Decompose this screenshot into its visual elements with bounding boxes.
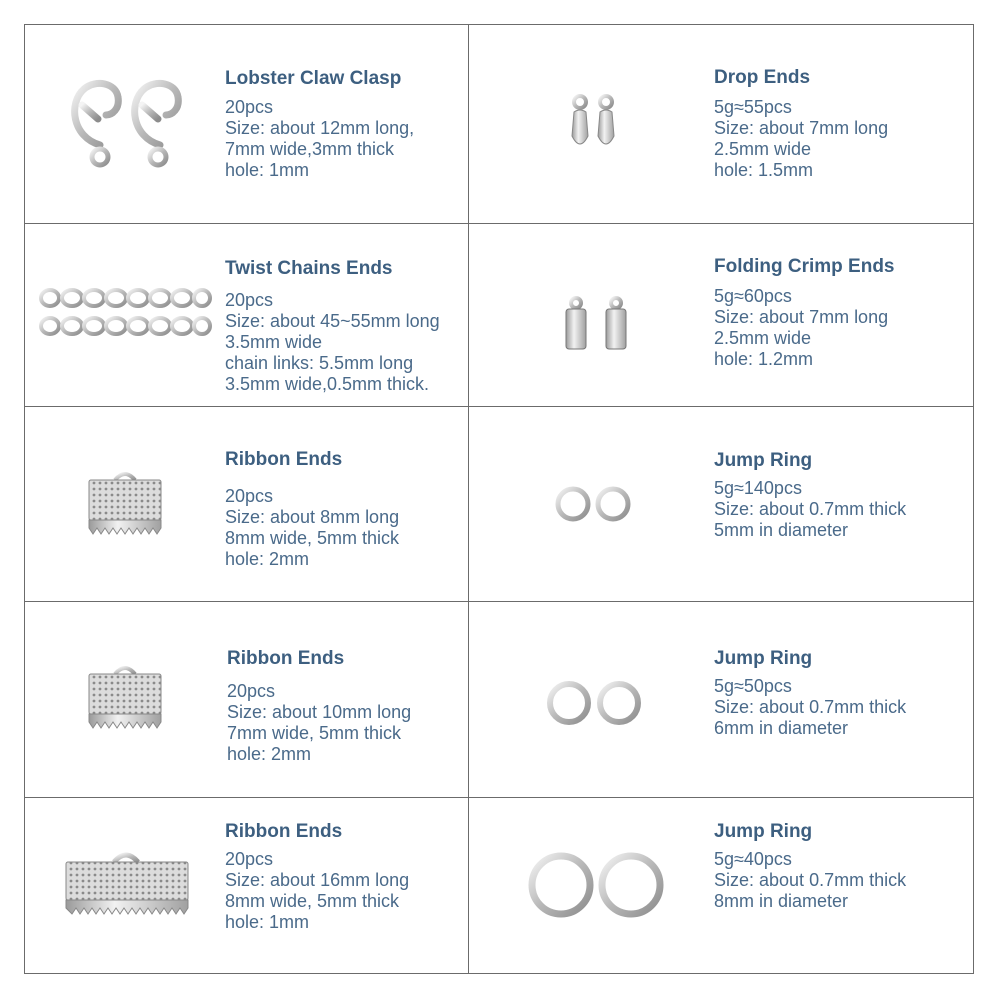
detail-line: 8mm wide, 5mm thick	[225, 528, 400, 548]
column-divider	[468, 24, 469, 974]
detail-line: 5mm in diameter	[714, 520, 849, 540]
detail-line: 20pcs	[225, 290, 274, 310]
item-title: Folding Crimp Ends	[714, 256, 895, 277]
detail-line: Size: about 8mm long	[225, 507, 400, 527]
item-details	[714, 97, 888, 181]
jump-ring-icon	[544, 677, 644, 729]
folding-crimp-icon	[560, 293, 640, 358]
detail-line: 5g≈50pcs	[714, 676, 792, 696]
jump-ring-icon	[525, 850, 670, 920]
item-title: Ribbon Ends	[227, 648, 345, 669]
detail-line: Size: about 16mm long	[225, 870, 410, 890]
detail-line: 20pcs	[225, 849, 274, 869]
detail-line: 7mm wide,3mm thick	[225, 139, 395, 159]
item-details	[225, 486, 399, 570]
row-divider	[24, 797, 974, 798]
item-details	[225, 849, 409, 933]
detail-line: 8mm in diameter	[714, 891, 849, 911]
twist-chain-icon	[38, 283, 213, 343]
row-divider	[24, 223, 974, 224]
detail-line: Size: about 45~55mm long	[225, 311, 440, 331]
ribbon-end-icon	[85, 468, 165, 543]
detail-line: 8mm wide, 5mm thick	[225, 891, 400, 911]
item-details	[227, 681, 411, 765]
detail-line: Size: about 7mm long	[714, 118, 889, 138]
detail-line: Size: about 7mm long	[714, 307, 889, 327]
detail-line: 2.5mm wide	[714, 328, 812, 348]
detail-line: 6mm in diameter	[714, 718, 849, 738]
item-details	[714, 849, 906, 912]
item-title: Jump Ring	[714, 450, 813, 471]
item-title: Ribbon Ends	[225, 449, 343, 470]
detail-line: 3.5mm wide,0.5mm thick.	[225, 374, 430, 394]
lobster-clasp-icon	[60, 75, 190, 175]
item-title: Jump Ring	[714, 648, 813, 669]
item-details	[714, 478, 906, 541]
detail-line: Size: about 10mm long	[227, 702, 412, 722]
detail-line: hole: 2mm	[227, 744, 312, 764]
detail-line: hole: 1.2mm	[714, 349, 814, 369]
detail-line: chain links: 5.5mm long	[225, 353, 414, 373]
row-divider	[24, 601, 974, 602]
detail-line: 20pcs	[225, 97, 274, 117]
ribbon-end-icon	[85, 662, 165, 737]
item-details	[714, 676, 906, 739]
detail-line: hole: 1mm	[225, 912, 310, 932]
detail-line: Size: about 12mm long,	[225, 118, 415, 138]
detail-line: 5g≈40pcs	[714, 849, 792, 869]
item-title: Twist Chains Ends	[225, 258, 393, 279]
detail-line: Size: about 0.7mm thick	[714, 870, 907, 890]
item-title: Jump Ring	[714, 821, 813, 842]
detail-line: 5g≈55pcs	[714, 97, 792, 117]
detail-line: Size: about 0.7mm thick	[714, 499, 907, 519]
detail-line: 20pcs	[225, 486, 274, 506]
row-divider	[24, 406, 974, 407]
detail-line: 7mm wide, 5mm thick	[227, 723, 402, 743]
item-title: Drop Ends	[714, 67, 811, 88]
detail-line: 3.5mm wide	[225, 332, 323, 352]
detail-line: 5g≈60pcs	[714, 286, 792, 306]
detail-line: hole: 1.5mm	[714, 160, 814, 180]
detail-line: 20pcs	[227, 681, 276, 701]
jump-ring-icon	[553, 483, 633, 525]
detail-line: 2.5mm wide	[714, 139, 812, 159]
detail-line: hole: 1mm	[225, 160, 310, 180]
item-details	[225, 290, 440, 395]
item-title: Lobster Claw Clasp	[225, 68, 402, 89]
detail-line: 5g≈140pcs	[714, 478, 802, 498]
item-details	[714, 286, 888, 370]
detail-line: Size: about 0.7mm thick	[714, 697, 907, 717]
drop-ends-icon	[560, 88, 630, 163]
item-details	[225, 97, 414, 181]
item-title: Ribbon Ends	[225, 821, 343, 842]
detail-line: hole: 2mm	[225, 549, 310, 569]
ribbon-end-icon	[62, 848, 192, 923]
